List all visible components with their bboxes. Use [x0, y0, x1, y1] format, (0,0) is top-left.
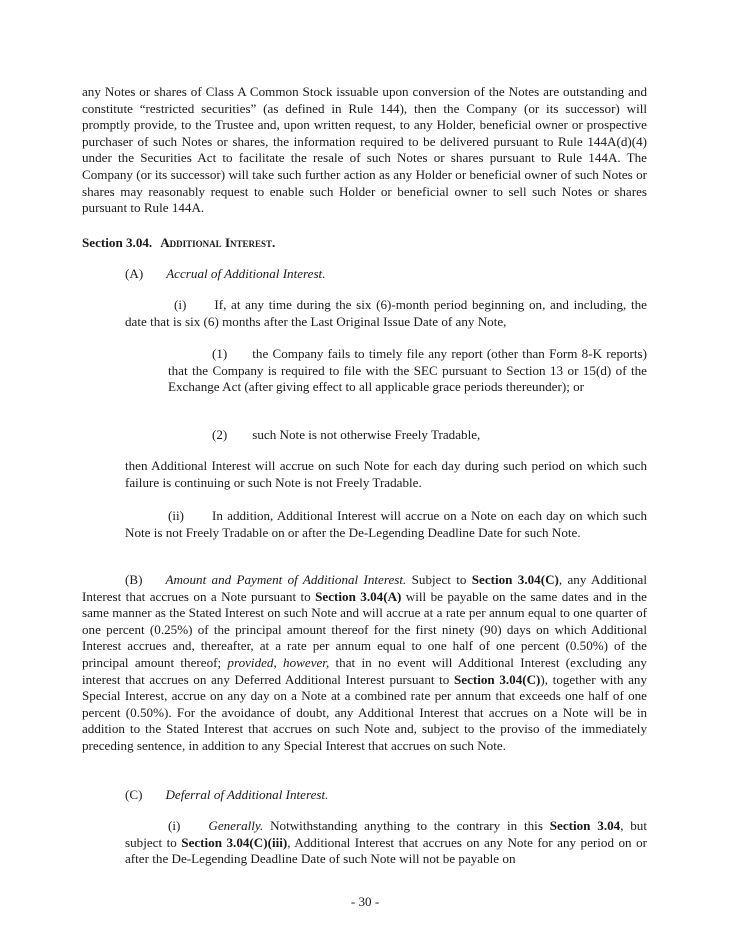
clause-a-i-text: If, at any time during the six (6)-month period beginning on, and including, the date that is six (6) months after the Last Original Issue Date of any Note,	[125, 297, 647, 329]
subsection-b-ref-2: Section 3.04(A)	[315, 588, 402, 604]
clause-c-i-heading: Generally.	[208, 818, 264, 833]
clause-c-i	[125, 818, 647, 868]
clause-a-then: then Additional Interest will accrue on such Note for each day during such period on which such failure is continuing or such Note is not Freely Tradable.	[125, 458, 647, 490]
subsection-b-text-5: ), together with any Special Interest, accrue on any day on a Note at a combined rate per annum that exceeds one half of one percent (0.50%). For the avoidance of doubt, any Additional Interest that accrues on a Note will be in addition to the Stated Interest that accrues on such Note and, subject to the proviso of the immediately preceding sentence, in addition to any Special Interest that accrues on such Note.	[82, 671, 647, 753]
subsection-a-title: Accrual of Additional Interest.	[166, 266, 326, 281]
clause-a-ii	[125, 508, 647, 541]
clause-c-i-ref-1: Section 3.04	[549, 818, 621, 833]
subsection-b-text-1: Subject to	[406, 572, 472, 587]
subsection-b-text-3: will be payable on the same dates and in the same manner as the Stated Interest on such Note and will accrue at a rate per annum equal to one quarter of one percent (0.25%) of the principal amount thereof for the first ninety (90) days on which Additional Interest accrues and, thereafter, at a rate per annum equal to one half of one percent (0.50%) of the principal amount thereof;	[82, 588, 647, 670]
subsection-c-title: Deferral of Additional Interest.	[165, 787, 329, 802]
subsection-b-text-4: that in no event will Additional Interest (excluding any interest that accrues on any Deferred Additional Interest pursuant to	[82, 654, 647, 687]
subsection-a-heading	[125, 266, 647, 283]
clause-a-i-2-text: such Note is not otherwise Freely Tradable,	[252, 427, 481, 442]
clause-c-i-text-1: Notwithstanding anything to the contrary in this	[263, 818, 550, 833]
subsection-c-label: (C)	[125, 787, 143, 802]
subsection-b-ref-3: Section 3.04(C)	[453, 671, 541, 687]
subsection-b	[82, 572, 647, 755]
clause-c-i-text-2: , but subject to	[125, 818, 647, 850]
clause-a-ii-label: (ii)	[168, 508, 184, 523]
clause-a-ii-text: In addition, Additional Interest will accrue on a Note on each day on which such Note is not Freely Tradable on or after the De-Legending Deadline Date for such Note.	[125, 508, 647, 540]
subsection-b-text-2: , any Additional Interest that accrues on a Note pursuant to	[82, 572, 647, 604]
clause-a-i-1	[168, 346, 647, 396]
intro-paragraph: any Notes or shares of Class A Common Stock issuable upon conversion of the Notes are outstanding and constitute “restricted securities” (as defined in Rule 144), then the Company (or its successor) will promptly provide, to the Trustee and, upon written request, to any Holder, beneficial owner or prospective purchaser of such Notes or shares, the information required to be delivered pursuant to Rule 144A(d)(4) under the Securities Act to facilitate the resale of such Notes or shares pursuant to Rule 144A. The Company (or its successor) will take such further action as any Holder or beneficial owner of such Notes or shares may reasonably request to enable such Holder or beneficial owner to sell such Notes or shares pursuant to Rule 144A.	[82, 84, 647, 216]
clause-a-i	[125, 297, 647, 330]
clause-c-i-text-3: , Additional Interest that accrues on any Note for any period on or after the De-Legending Deadline Date of such Note will not be payable on	[125, 834, 648, 867]
section-heading	[82, 235, 647, 252]
clause-a-i-1-text: the Company fails to timely file any report (other than Form 8-K reports) that the Company is required to file with the SEC pursuant to Section 13 or 15(d) of the Exchange Act (after giving effect to all applicable grace periods thereunder); or	[168, 346, 647, 395]
clause-a-i-2	[212, 427, 647, 444]
clause-a-i-1-label: (1)	[212, 346, 228, 361]
section-title: Additional Interest.	[160, 235, 276, 250]
page-number: - 30 -	[350, 894, 380, 909]
section-number: Section 3.04.	[82, 235, 153, 250]
subsection-c-heading	[125, 787, 647, 804]
clause-a-i-2-label: (2)	[212, 427, 228, 442]
subsection-b-label: (B)	[125, 572, 143, 587]
clause-c-i-label: (i)	[168, 818, 181, 833]
clause-a-i-label: (i)	[174, 297, 187, 312]
clause-c-i-ref-2: Section 3.04(C)(iii)	[181, 834, 288, 850]
subsection-b-ref-1: Section 3.04(C)	[471, 572, 559, 587]
subsection-a-label: (A)	[125, 266, 144, 281]
subsection-b-proviso: provided, however,	[227, 654, 330, 670]
subsection-b-title: Amount and Payment of Additional Interest.	[165, 572, 407, 587]
